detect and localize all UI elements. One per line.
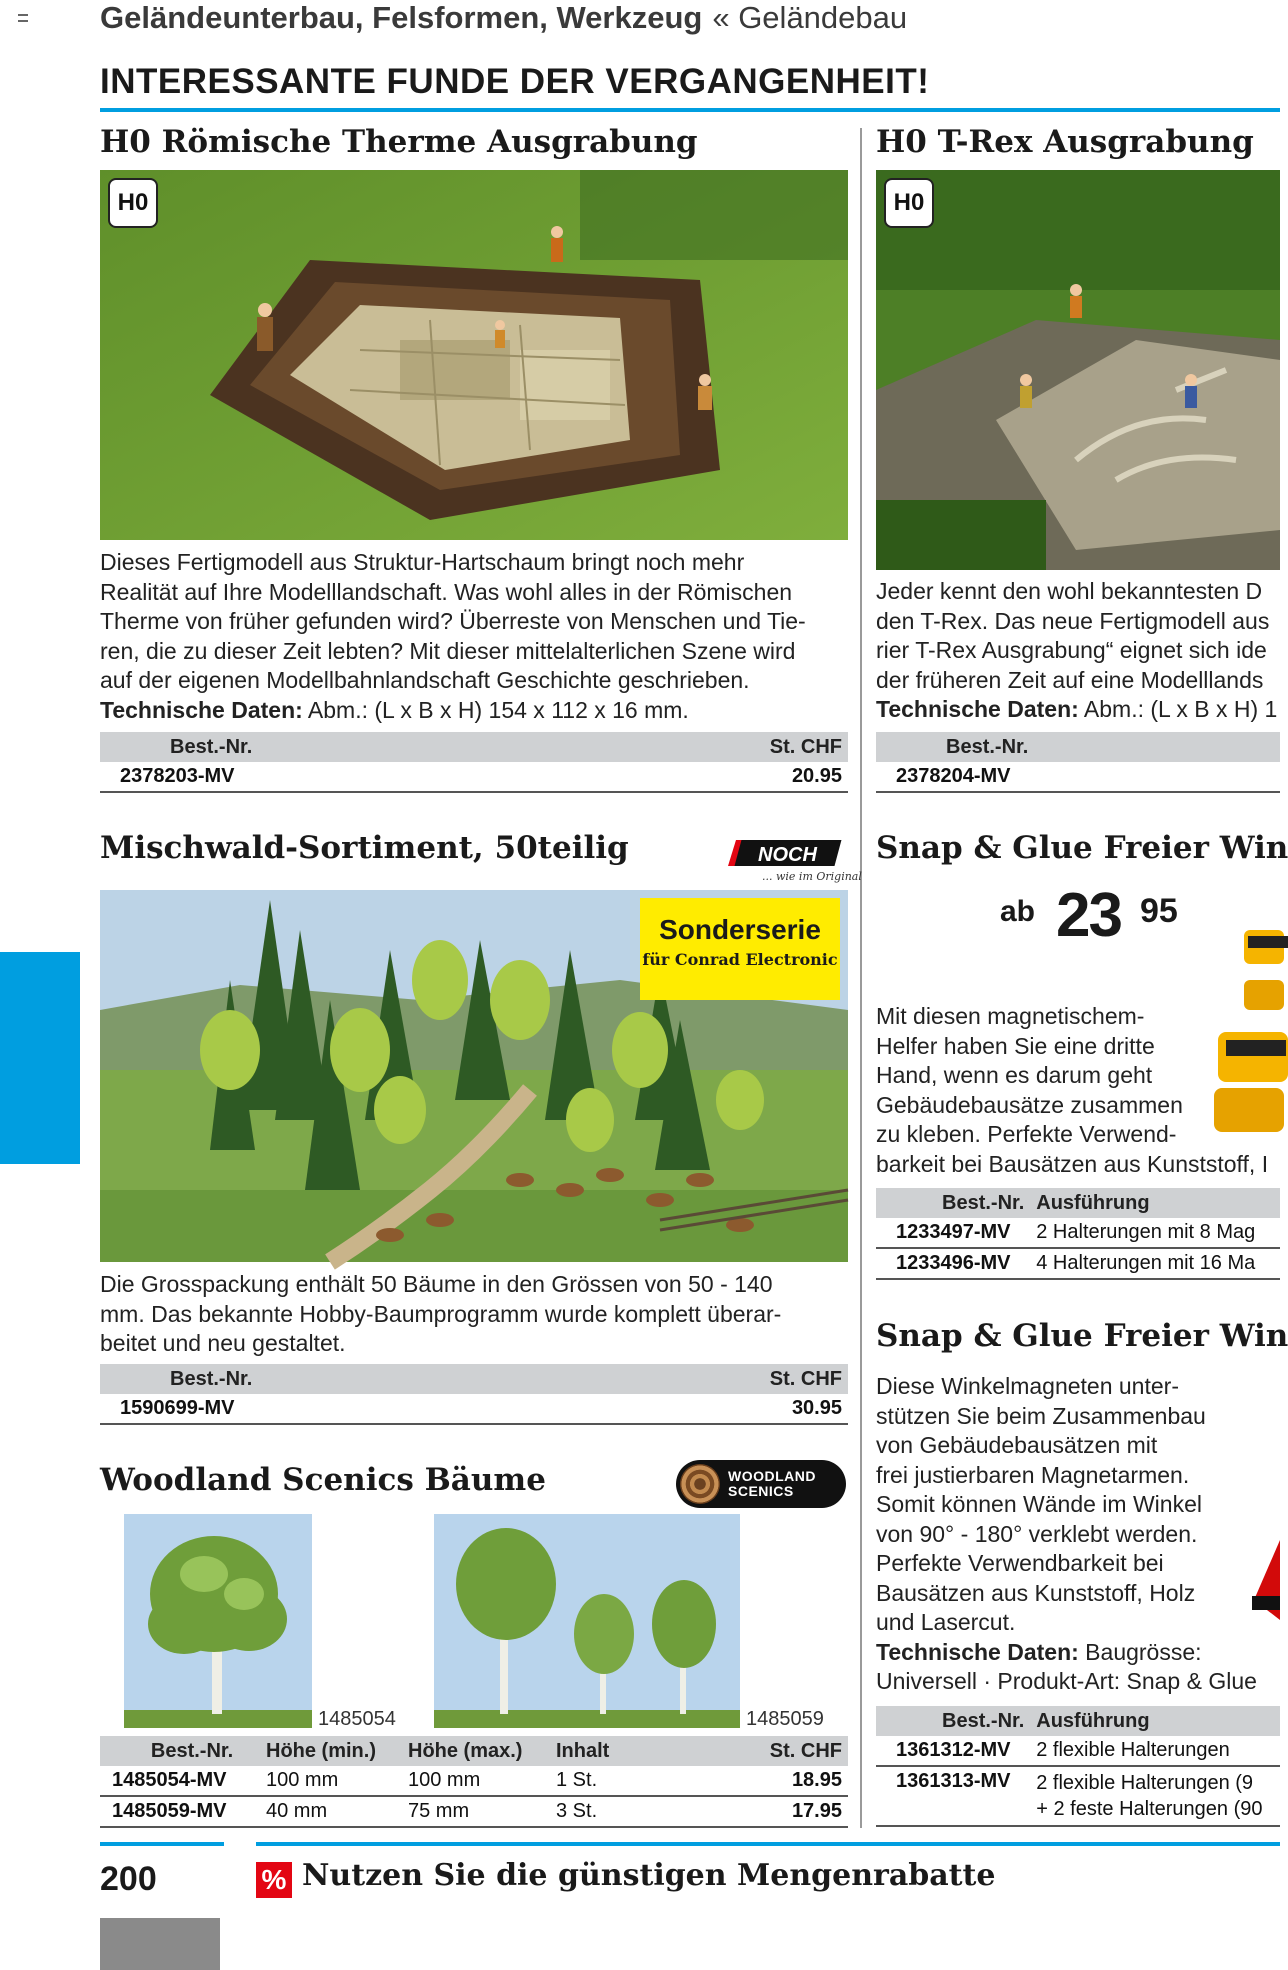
- table-row[interactable]: [876, 1248, 1280, 1279]
- tech-data-label: Technische Daten:: [100, 696, 303, 723]
- tech-data-line: [876, 695, 1280, 725]
- desc-line: beitet und neu gestaltet.: [100, 1330, 346, 1356]
- version-line: + 2 feste Halterungen (90: [1036, 1798, 1263, 1820]
- sonderserie-badge: [640, 898, 840, 1000]
- desc-line: stützen Sie beim Zusammenbau: [876, 1402, 1206, 1429]
- desc-line: Perfekte Verwendbarkeit bei: [876, 1550, 1164, 1576]
- desc-line: Dieses Fertigmodell aus Struktur-Hartschaum bringt noch mehr: [100, 549, 745, 575]
- col-header-version: Ausführung: [1036, 1191, 1150, 1214]
- col-header-height-max: Höhe (max.): [408, 1739, 523, 1762]
- product-description-snap-glue-2: [876, 1372, 1280, 1697]
- col-header-price: St. CHF: [769, 1739, 842, 1762]
- table-row[interactable]: [876, 762, 1280, 792]
- col-header-order-nr: Best.-Nr.: [170, 735, 253, 758]
- product-description-therme: [100, 548, 850, 725]
- tech-data-value: Baugrösse:: [1078, 1638, 1202, 1665]
- price: 18.95: [680, 1766, 848, 1796]
- desc-line: auf der eigenen Modellbahnlandschaft Geschichte geschrieben.: [100, 667, 750, 693]
- product-image-mischwald: [100, 890, 848, 1262]
- desc-line: der früheren Zeit auf eine Modelllands: [876, 666, 1264, 693]
- woodland-logo-ring: [680, 1464, 720, 1504]
- table-row[interactable]: [100, 762, 848, 792]
- desc-line: Hand, wenn es darum geht: [876, 1062, 1153, 1088]
- woodland-logo-line: WOODLAND: [728, 1468, 816, 1484]
- order-number[interactable]: 2378203-MV: [100, 762, 588, 792]
- product-description-trex: [876, 577, 1280, 725]
- version: [1030, 1766, 1280, 1826]
- product-image-woodland-1485054: [124, 1514, 312, 1728]
- desc-line: Bausätzen aus Kunststoff, Holz: [876, 1579, 1196, 1606]
- h0-badge: H0: [108, 178, 158, 228]
- col-header-price: St. CHF: [769, 735, 842, 758]
- tech-data-value: Abm.: (L x B x H) 1: [1078, 696, 1278, 722]
- height-min: 40 mm: [260, 1796, 402, 1827]
- heading-rule: [100, 108, 1280, 112]
- desc-line: Somit können Wände im Winkel: [876, 1491, 1202, 1517]
- product-image-trex: [876, 170, 1280, 570]
- order-table-trex: [876, 732, 1280, 793]
- product-title-snap-glue-2: Snap & Glue Freier Win: [876, 1318, 1288, 1354]
- col-header-content: Inhalt: [556, 1739, 610, 1762]
- footer-rule: [100, 1842, 224, 1846]
- product-description-snap-glue-1: [876, 1002, 1280, 1179]
- promo-banner-text[interactable]: Nutzen Sie die günstigen Mengenrabatte: [302, 1858, 996, 1893]
- col-header-price: St. CHF: [769, 1367, 842, 1390]
- desc-line: Therme von früher gefunden wird? Überreste von Menschen und Tie-: [100, 608, 806, 634]
- tech-data-label: Technische Daten:: [876, 696, 1079, 722]
- price: 17.95: [680, 1796, 848, 1827]
- order-number[interactable]: 1233496-MV: [876, 1248, 1030, 1279]
- col-header-order-nr: Best.-Nr.: [942, 1709, 1025, 1732]
- desc-line: von Gebäudebausätzen mit: [876, 1432, 1158, 1458]
- desc-line: Realität auf Ihre Modelllandschaft. Was wohl alles in der Römischen: [100, 578, 793, 605]
- sonderserie-subtitle: für Conrad Electronic: [642, 950, 838, 969]
- tech-data-line: [100, 696, 850, 726]
- page-number: 200: [100, 1860, 157, 1898]
- breadcrumb-current: Geländeunterbau, Felsformen, Werkzeug: [100, 0, 703, 35]
- product-title-mischwald: Mischwald-Sortiment, 50teilig: [100, 830, 629, 866]
- table-row[interactable]: [100, 1394, 848, 1424]
- order-number[interactable]: 2378204-MV: [876, 762, 1280, 792]
- percent-icon: %: [256, 1862, 292, 1898]
- desc-line: Jeder kennt den wohl bekanntesten D: [876, 578, 1263, 604]
- product-description-mischwald: [100, 1270, 850, 1359]
- noch-logo-text: NOCH: [758, 844, 817, 866]
- breadcrumb: [100, 0, 907, 36]
- table-row[interactable]: [100, 1766, 848, 1796]
- price: 20.95: [588, 762, 848, 792]
- height-min: 100 mm: [260, 1766, 402, 1796]
- breadcrumb-parent-link[interactable]: « Geländebau: [712, 0, 908, 35]
- desc-line: Gebäudebausätze zusammen: [876, 1091, 1183, 1118]
- version: 2 flexible Halterungen: [1030, 1736, 1280, 1766]
- content: 3 St.: [550, 1796, 680, 1827]
- col-header-version: Ausführung: [1036, 1709, 1150, 1732]
- version: 4 Halterungen mit 16 Ma: [1030, 1248, 1280, 1279]
- table-row[interactable]: [876, 1218, 1280, 1248]
- product-title-woodland: Woodland Scenics Bäume: [100, 1462, 546, 1498]
- image-label-1485054: 1485054: [318, 1708, 396, 1730]
- desc-line: ren, die zu dieser Zeit lebten? Mit dieser mittelalterlichen Szene wird: [100, 637, 796, 664]
- order-number[interactable]: 1361313-MV: [876, 1766, 1030, 1826]
- desc-line: den T-Rex. Das neue Fertigmodell aus: [876, 607, 1270, 634]
- woodland-logo-line: SCENICS: [728, 1483, 794, 1499]
- height-max: 100 mm: [402, 1766, 550, 1796]
- tech-data-line: [876, 1638, 1280, 1668]
- col-header-height-min: Höhe (min.): [266, 1739, 376, 1762]
- content: 1 St.: [550, 1766, 680, 1796]
- footer-grey-block: [100, 1918, 220, 1970]
- footer-rule: [256, 1842, 1280, 1846]
- table-row[interactable]: [100, 1796, 848, 1827]
- price-prefix: ab: [1000, 895, 1036, 928]
- col-header-order-nr: Best.-Nr.: [170, 1367, 253, 1390]
- version-line: 2 flexible Halterungen (9: [1036, 1772, 1254, 1794]
- page-corner-mark: [18, 14, 28, 22]
- product-image-woodland-1485059: [434, 1514, 740, 1728]
- desc-line: Die Grosspackung enthält 50 Bäume in den Grössen von 50 - 140: [100, 1271, 773, 1297]
- desc-line: Helfer haben Sie eine dritte: [876, 1032, 1155, 1059]
- order-table-snap-glue-2: [876, 1706, 1280, 1827]
- col-header-order-nr: Best.-Nr.: [150, 1739, 234, 1762]
- tech-data-value: Abm.: (L x B x H) 154 x 112 x 16 mm.: [302, 696, 689, 723]
- woodland-logo-text: [728, 1469, 816, 1499]
- order-number[interactable]: 1361312-MV: [876, 1736, 1030, 1766]
- desc-line: mm. Das bekannte Hobby-Baumprogramm wurde komplett überar-: [100, 1300, 782, 1327]
- desc-line: zu kleben. Perfekte Verwend-: [876, 1121, 1177, 1147]
- order-table-woodland: [100, 1736, 848, 1828]
- order-number[interactable]: 1590699-MV: [100, 1394, 588, 1424]
- order-table-snap-glue-1: [876, 1188, 1280, 1280]
- order-number[interactable]: 1233497-MV: [876, 1218, 1030, 1248]
- price-main: 23: [1056, 881, 1121, 950]
- order-table-mischwald: [100, 1364, 848, 1425]
- desc-line: von 90° - 180° verklebt werden.: [876, 1520, 1198, 1547]
- price: 30.95: [588, 1394, 848, 1424]
- price-cents: 95: [1140, 892, 1178, 930]
- height-max: 75 mm: [402, 1796, 550, 1827]
- h0-badge: H0: [884, 178, 934, 228]
- chapter-tab: [0, 952, 80, 1164]
- image-label-1485059: 1485059: [746, 1708, 824, 1730]
- tech-data-line-2: Universell · Produkt-Art: Snap & Glue: [876, 1668, 1257, 1694]
- noch-logo-tagline: ... wie im Original: [762, 870, 862, 883]
- column-divider: [860, 128, 862, 1828]
- product-title-therme: H0 Römische Therme Ausgrabung: [100, 124, 698, 160]
- desc-line: und Lasercut.: [876, 1609, 1016, 1635]
- tech-data-label: Technische Daten:: [876, 1638, 1079, 1665]
- col-header-order-nr: Best.-Nr.: [946, 735, 1029, 758]
- table-row[interactable]: [876, 1736, 1280, 1766]
- product-title-snap-glue-1: Snap & Glue Freier Win: [876, 830, 1288, 866]
- desc-line: rier T-Rex Ausgrabung“ eignet sich ide: [876, 637, 1267, 663]
- order-number[interactable]: 1485054-MV: [100, 1766, 260, 1796]
- table-row[interactable]: [876, 1766, 1280, 1826]
- desc-line: barkeit bei Bausätzen aus Kunststoff, I: [876, 1150, 1269, 1177]
- woodland-scenics-logo: [676, 1460, 846, 1508]
- desc-line: frei justierbaren Magnetarmen.: [876, 1461, 1190, 1488]
- order-table-therme: [100, 732, 848, 793]
- product-title-trex: H0 T-Rex Ausgrabung: [876, 124, 1254, 160]
- col-header-order-nr: Best.-Nr.: [942, 1191, 1025, 1214]
- desc-line: Diese Winkelmagneten unter-: [876, 1373, 1179, 1399]
- product-image-therme: [100, 170, 848, 540]
- desc-line: Mit diesen magnetischem-: [876, 1003, 1145, 1029]
- noch-logo: [728, 838, 862, 884]
- sonderserie-title: Sonderserie: [659, 914, 821, 945]
- version: 2 Halterungen mit 8 Mag: [1030, 1218, 1280, 1248]
- section-heading: INTERESSANTE FUNDE DER VERGANGENHEIT!: [100, 62, 930, 101]
- order-number[interactable]: 1485059-MV: [100, 1796, 260, 1827]
